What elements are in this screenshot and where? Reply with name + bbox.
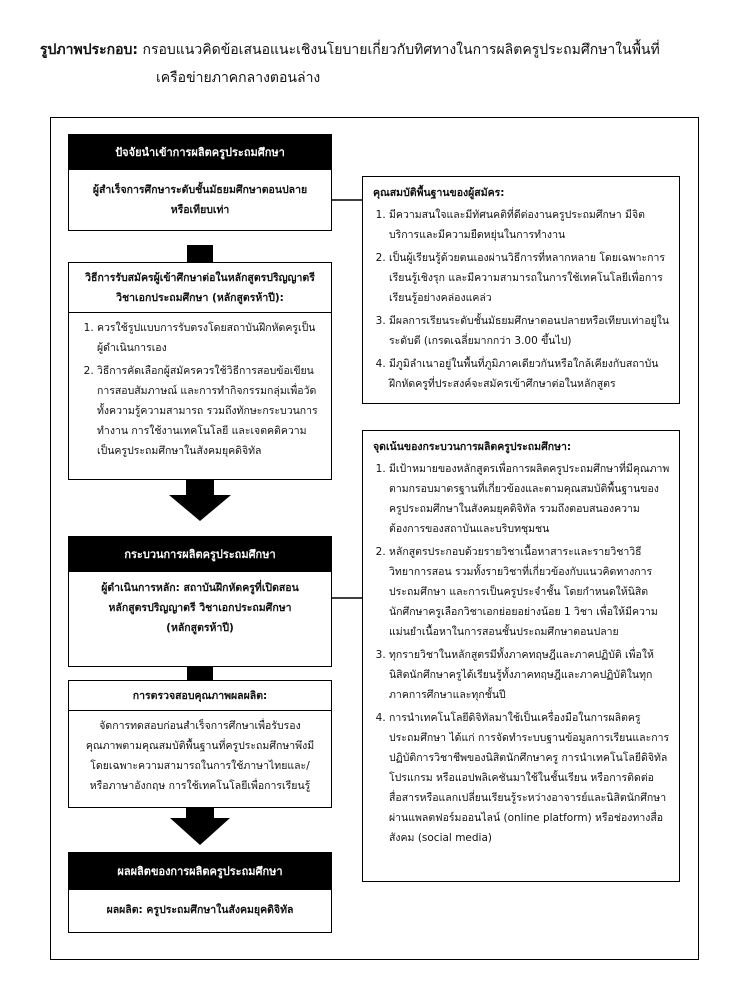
admission-list	[81, 318, 321, 461]
admission-title: วิธีการรับสมัครผู้เข้าศึกษาต่อในหลักสูตรปริญญาตรี วิชาเอกประถมศึกษา (หลักสูตรห้าปี):	[69, 263, 331, 313]
qualifications-title: คุณสมบัติพื้นฐานของผู้สมัคร:	[373, 187, 505, 199]
connector-bar-process-qa	[187, 667, 213, 680]
qa-body: จัดการทดสอบก่อนสำเร็จการศึกษาเพื่อรับรองคุณภาพตามคุณสมบัติพื้นฐานที่ครูประถมศึกษาพึงมี โดยเฉพาะความสามารถในการใช้ภาษาไทยและ/หรือภาษาอังกฤษ การใช้เทคโนโลยีเพื่อการเรียนรู้	[85, 720, 315, 792]
admission-item: 1. ควรใช้รูปแบบการรับตรงโดยสถาบันฝึกหัดครูเป็นผู้ดำเนินการเอง	[97, 318, 321, 358]
qualifications-list	[373, 205, 671, 394]
process-body: ผู้ดำเนินการหลัก: สถาบันฝึกหัดครูที่เปิดสอน หลักสูตรปริญญาตรี วิชาเอกประถมศึกษา (หลักสูตรห้าปี)	[68, 571, 332, 667]
qualification-item: 1. มีความสนใจและมีทัศนคติที่ดีต่องานครูประถมศึกษา มีจิตบริการและมีความยืดหยุ่นในการทำงาน	[389, 205, 671, 245]
connector-bar-input-admission	[187, 245, 213, 262]
qualification-item: 3. มีผลการเรียนระดับชั้นมัธยมศึกษาตอนปลายหรือเทียบเท่าอยู่ในระดับดี (เกรดเฉลี่ยมากกว่า 3.00 ขึ้นไป)	[389, 311, 671, 351]
focus-list	[373, 459, 671, 848]
focus-title: จุดเน้นของกระบวนการผลิตครูประถมศึกษา:	[373, 441, 572, 453]
focus-item: 3. ทุกรายวิชาในหลักสูตรมีทั้งภาคทฤษฎีและภาคปฏิบัติ เพื่อให้นิสิตนักศึกษาครูได้เรียนรู้ทั้งภาคทฤษฎีและภาคปฏิบัติในทุกภาคการศึกษาและทุกชั้นปี	[389, 645, 671, 705]
caption-line1: กรอบแนวคิดข้อเสนอแนะเชิงนโยบายเกี่ยวกับทิศทางในการผลิตครูประถมศึกษาในพื้นที่	[142, 42, 660, 58]
qualifications-box	[362, 176, 680, 404]
process-header: กระบวนการผลิตครูประถมศึกษา	[68, 536, 332, 572]
focus-item: 2. หลักสูตรประกอบด้วยรายวิชาเนื้อหาสาระและรายวิชาวิธีวิทยาการสอน รวมทั้งรายวิชาที่เกี่ยวข้องกับแนวคิดทางการประถมศึกษา และการเป็นครูประจำชั้น โดยกำหนดให้นิสิตนักศึกษาครูเลือกวิชาเอกย่อยอย่างน้อย 1 วิชา เพื่อให้มีความแม่นยำเนื้อหาในการสอนชั้นประถมศึกษาตอนปลาย	[389, 542, 671, 642]
focus-item: 4. การนำเทคโนโลยีดิจิทัลมาใช้เป็นเครื่องมือในการผลิตครูประถมศึกษา ได้แก่ การจัดทำระบบฐานข้อมูลการเรียนและการปฏิบัติการวิชาชีพของนิสิตนักศึกษาครู การนำเทคโนโลยีดิจิทัล โปรแกรม หรือแอปพลิเคชันมาใช้ในชั้นเรียน หรือการติดต่อสื่อสารหรือแลกเปลี่ยนเรียนรู้ระหว่างอาจารย์และนิสิตนักศึกษาผ่านแพลตฟอร์มออนไลน์ (online platform) หรือช่องทางสื่อสังคม (social media)	[389, 708, 671, 848]
output-header: ผลผลิตของการผลิตครูประถมศึกษา	[68, 852, 332, 890]
qualification-item: 2. เป็นผู้เรียนรู้ด้วยตนเองผ่านวิธีการที่หลากหลาย โดยเฉพาะการเรียนรู้เชิงรุก และมีความสามารถในการใช้เทคโนโลยีเพื่อการเรียนรู้อย่างคล่องแคล่ว	[389, 248, 671, 308]
focus-box	[362, 430, 680, 882]
caption-label: รูปภาพประกอบ:	[40, 42, 139, 58]
admission-item: 2. วิธีการคัดเลือกผู้สมัครควรใช้วิธีการสอบข้อเขียน การสอบสัมภาษณ์ และการทำกิจกรรมกลุ่มเพื่อวัดทั้งความรู้ความสามารถ รวมถึงทักษะกระบวนการทำงาน การใช้งานเทคโนโลยี และเจตคติความเป็นครูประถมศึกษาในสังคมยุคดิจิทัล	[97, 361, 321, 461]
qa-box	[68, 680, 332, 808]
output-body: ผลผลิต: ครูประถมศึกษาในสังคมยุคดิจิทัล	[68, 889, 332, 933]
focus-item: 1. มีเป้าหมายของหลักสูตรเพื่อการผลิตครูประถมศึกษาที่มีคุณภาพตามกรอบมาตรฐานที่เกี่ยวข้องและตามคุณสมบัติพื้นฐานของครูประถมศึกษาในสังคมยุคดิจิทัล รวมถึงตอบสนองความต้องการของสถาบันและบริบทชุมชน	[389, 459, 671, 539]
input-body: ผู้สำเร็จการศึกษาระดับชั้นมัธยมศึกษาตอนปลาย หรือเทียบเท่า	[68, 169, 332, 231]
qa-title: การตรวจสอบคุณภาพผลผลิต:	[69, 681, 331, 711]
caption-line2: เครือข่ายภาคกลางตอนล่าง	[156, 70, 321, 86]
arrow-admission-process	[169, 480, 231, 521]
input-header: ปัจจัยนำเข้าการผลิตครูประถมศึกษา	[68, 134, 332, 170]
admission-box	[68, 262, 332, 480]
qualification-item: 4. มีภูมิลำเนาอยู่ในพื้นที่ภูมิภาคเดียวกันหรือใกล้เคียงกับสถาบันฝึกหัดครูที่ประสงค์จะสมัครเข้าศึกษาต่อในหลักสูตร	[389, 354, 671, 394]
arrow-qa-output	[170, 808, 230, 845]
